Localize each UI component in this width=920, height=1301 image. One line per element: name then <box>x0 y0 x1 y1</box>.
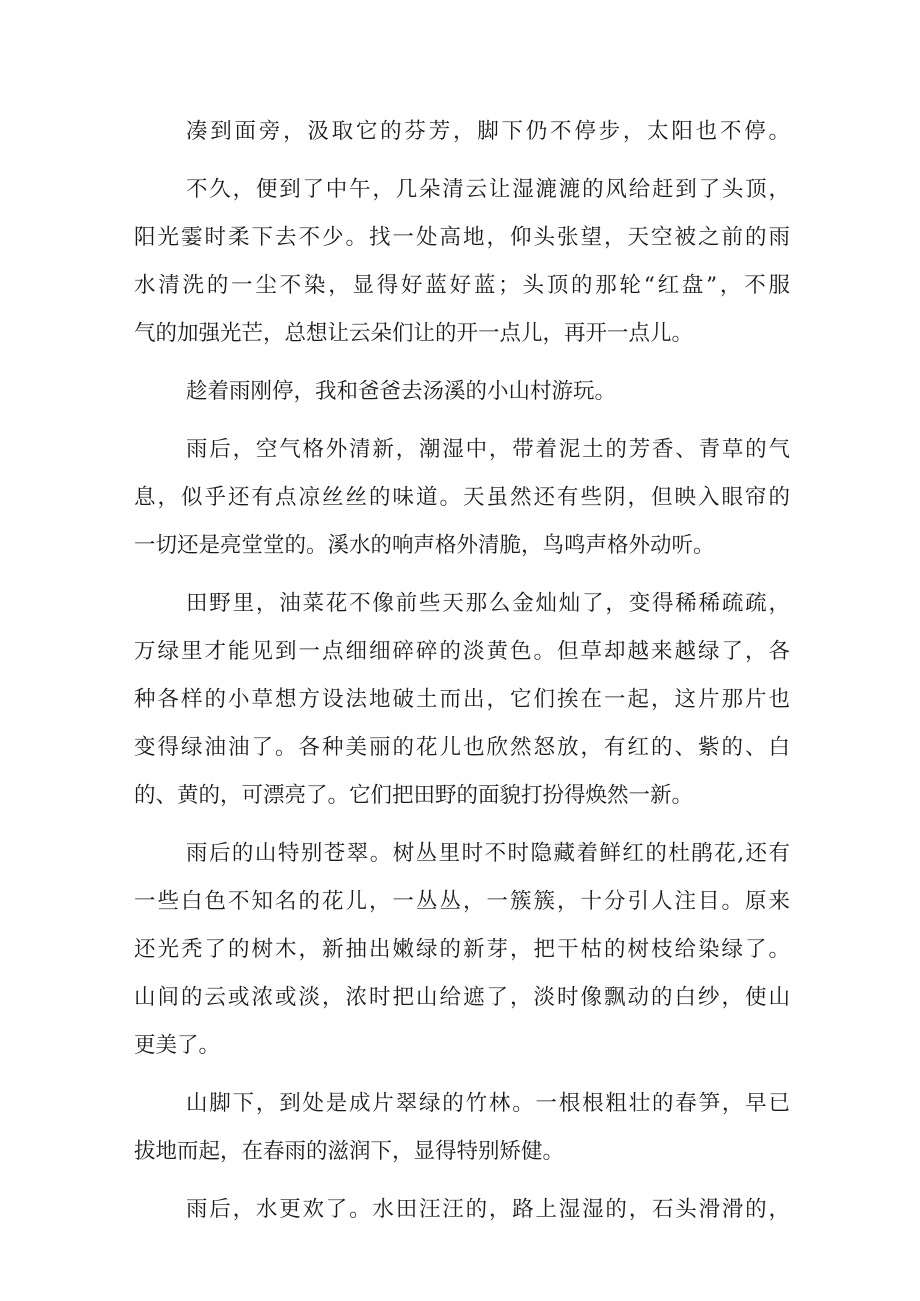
text-line: 万绿里才能见到一点细细碎碎的淡黄色。但草却越来越绿了，各 <box>134 639 790 664</box>
text-line: 阳光霎时柔下去不少。找一处高地，仰头张望，天空被之前的雨 <box>134 225 790 250</box>
paragraph <box>134 580 790 820</box>
text-line: 雨后的山特别苍翠。树丛里时不时隐藏着鲜红的杜鹃花,还有 <box>186 841 790 866</box>
paragraph <box>134 108 790 156</box>
text-line: 拔地而起，在春雨的滋润下，显得特别矫健。 <box>134 1139 565 1164</box>
paragraph <box>134 426 790 570</box>
text-line: 还光秃了的树木，新抽出嫩绿的新芽，把干枯的树枝给染绿了。 <box>134 937 790 962</box>
text-line: 更美了。 <box>134 1033 221 1058</box>
paragraph <box>134 830 790 1070</box>
text-line: 一切还是亮堂堂的。溪水的响声格外清脆，鸟鸣声格外动听。 <box>134 533 715 558</box>
text-line: 田野里，油菜花不像前些天那么金灿灿了，变得稀稀疏疏， <box>186 591 790 616</box>
paragraph <box>134 1080 790 1176</box>
text-line: 山脚下，到处是成片翠绿的竹林。一根根粗壮的春笋，早已 <box>186 1091 790 1116</box>
text-line: 气的加强光芒，总想让云朵们让的开一点儿，再开一点儿。 <box>134 321 694 346</box>
document-page <box>134 108 790 1234</box>
text-line: 不久，便到了中午，几朵清云让湿漉漉的风给赶到了头顶， <box>186 177 790 202</box>
paragraph <box>134 166 790 358</box>
text-line: 趁着雨刚停，我和爸爸去汤溪的小山村游玩。 <box>186 379 617 404</box>
paragraph <box>134 1186 790 1234</box>
text-line: 变得绿油油了。各种美丽的花儿也欣然怒放，有红的、紫的、白 <box>134 735 790 760</box>
text-line: 水清洗的一尘不染，显得好蓝好蓝；头顶的那轮“红盘”，不服 <box>134 273 790 298</box>
text-line: 雨后，空气格外清新，潮湿中，带着泥土的芳香、青草的气 <box>186 437 790 462</box>
text-line: 的、黄的，可漂亮了。它们把田野的面貌打扮得焕然一新。 <box>134 783 694 808</box>
text-line: 凑到面旁，汲取它的芬芳，脚下仍不停步，太阳也不停。 <box>186 119 790 144</box>
paragraph <box>134 368 790 416</box>
text-line: 种各样的小草想方设法地破土而出，它们挨在一起，这片那片也 <box>134 687 790 712</box>
text-line: 息，似乎还有点凉丝丝的味道。天虽然还有些阴，但映入眼帘的 <box>134 485 790 510</box>
text-line: 山间的云或浓或淡，浓时把山给遮了，淡时像飘动的白纱，使山 <box>134 985 790 1010</box>
text-line: 雨后，水更欢了。水田汪汪的，路上湿湿的，石头滑滑的， <box>186 1197 790 1222</box>
text-line: 一些白色不知名的花儿，一丛丛，一簇簇，十分引人注目。原来 <box>134 889 790 914</box>
